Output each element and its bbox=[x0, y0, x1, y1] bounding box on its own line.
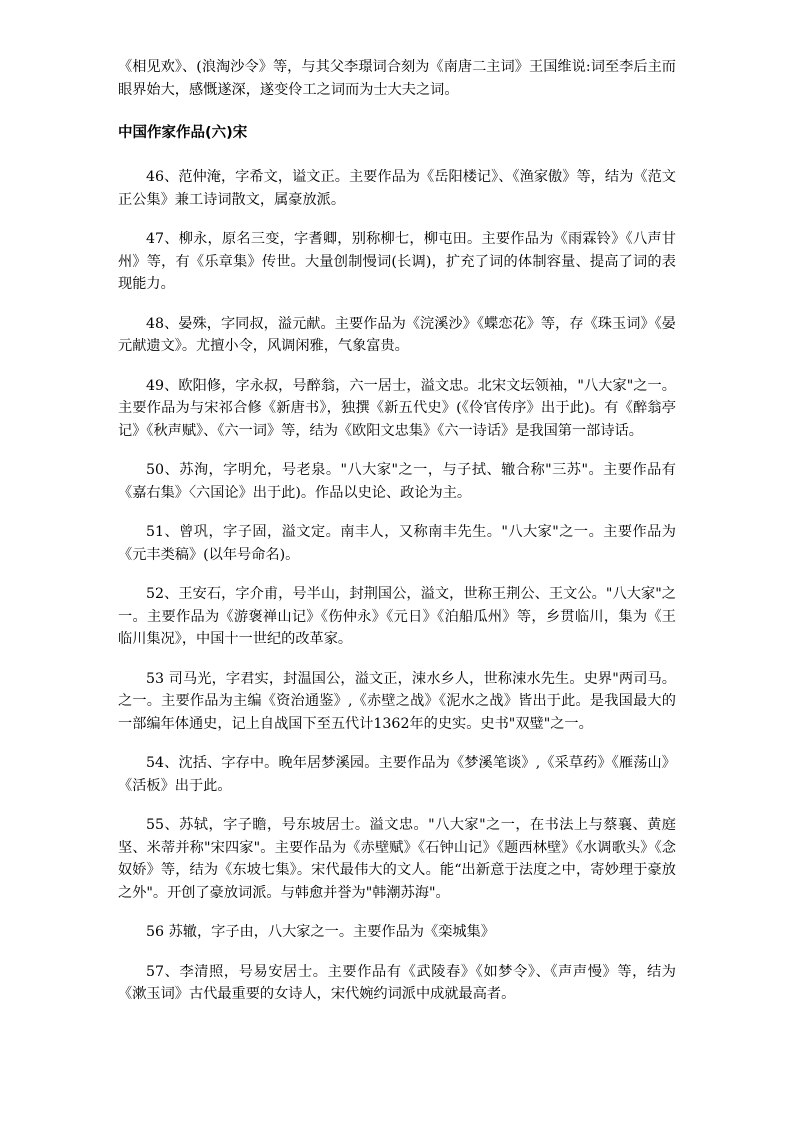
entry-paragraph: 49、欧阳修，字永叔，号醉翁，六一居士，溢文忠。北宋文坛领袖，"八大家"之一。主要作品为与宋祁合修《新唐书》，独撰《新五代史》(《伶官传序》出于此)。有《醉翁亭记》《秋声赋》、《六一词》等，结为《欧阳文忠集》《六一诗话》是我国第一部诗话。 bbox=[118, 377, 676, 439]
entry-paragraph: 47、柳永，原名三变，字耆卿，别称柳七，柳屯田。主要作品为《雨霖铃》《八声甘州》等，有《乐章集》传世。大量创制慢词(长调)，扩充了词的体制容量、提高了词的表现能力。 bbox=[118, 231, 676, 292]
entry-paragraph: 48、晏殊，字同叔，溢元献。主要作品为《浣溪沙》《蝶恋花》等，存《珠玉词》《晏元献遗文》。尤擅小令，风调闲雅，气象富贵。 bbox=[118, 315, 676, 354]
entry-paragraph: 50、苏洵，字明允，号老泉。"八大家"之一，与子拭、辙合称"三苏"。主要作品有《嘉右集》〈六国论》出于此)。作品以史论、政论为主。 bbox=[118, 462, 676, 501]
entry-paragraph: 57、李清照，号易安居士。主要作品有《武陵春》《如梦令》、《声声慢》等，结为《漱玉词》古代最重要的女诗人，宋代婉约词派中成就最高者。 bbox=[118, 963, 676, 1002]
entry-paragraph: 55、苏轼，字子瞻，号东坡居士。溢文忠。"八大家"之一，在书法上与蔡襄、黄庭坚、米蒂并称"宋四家"。主要作品为《赤壁赋》《石钟山记》《题西林壁》《水调歌头》《念奴娇》等，结为《东坡七集》。宋代最伟大的文人。能“出新意于法度之中，寄妙理于豪放之外"。开创了豪放词派。与韩愈并誉为"韩潮苏海"。 bbox=[118, 817, 676, 901]
document-page bbox=[118, 56, 676, 1023]
entry-paragraph: 46、范仲淹，字希文，谥文正。主要作品为《岳阳楼记》、《渔家傲》等，结为《范文正公集》兼工诗词散文，属豪放派。 bbox=[118, 169, 676, 208]
entry-paragraph: 53 司马光，字君实，封温国公，溢文正，涑水乡人，世称涑水先生。史界"两司马。之一。主要作品为主编《资治通鉴》,《赤壁之战》《泥水之战》皆出于此。是我国最大的一部编年体通史，记上自战国下至五代计1362年的史实。史书"双璧"之一。 bbox=[118, 670, 676, 732]
entry-paragraph: 52、王安石，字介甫，号半山，封荆国公，溢文，世称王荆公、王文公。"八大家"之一。主要作品为《游褒禅山记》《伤仲永》《元日》《泊船瓜州》等，乡贯临川，集为《王临川集况》，中国十一世纪的改革家。 bbox=[118, 586, 676, 647]
entry-paragraph: 51、曾巩，字子固，溢文定。南丰人，又称南丰先生。"八大家"之一。主要作品为《元丰类稿》(以年号命名)。 bbox=[118, 524, 676, 563]
intro-paragraph: 《相见欢》、(浪淘沙令》等，与其父李璟词合刻为《南唐二主词》王国维说:词至李后主而眼界始大，感慨遂深，遂变伶工之词而为士大夫之词。 bbox=[118, 59, 676, 98]
entry-paragraph: 54、沈括、字存中。晚年居梦溪园。主要作品为《梦溪笔谈》,《采草药》《雁荡山》《活板》出于此。 bbox=[118, 755, 676, 794]
entry-paragraph: 56 苏辙，字子由，八大家之一。主要作品为《栾城集》 bbox=[146, 924, 495, 940]
section-heading: 中国作家作品(六)宋 bbox=[118, 125, 248, 141]
